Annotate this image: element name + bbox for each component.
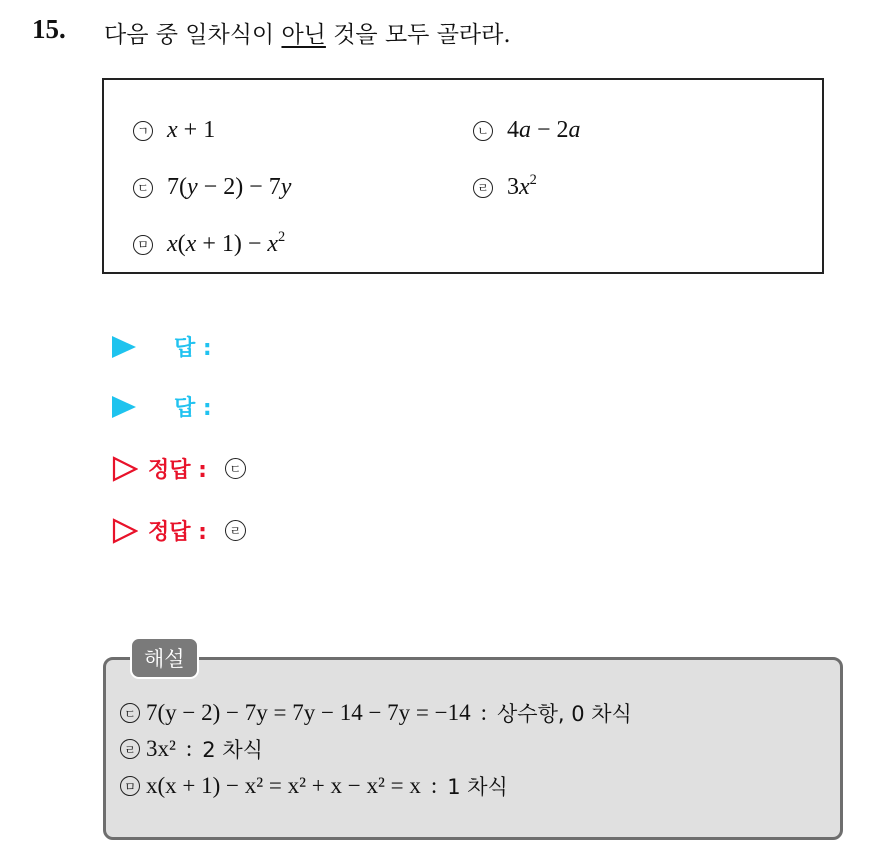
- solution-math-1: 7(y − 2) − 7y = 7y − 14 − 7y = −14: [146, 700, 471, 725]
- choice-expression-5: $x(x + 1) - x^2$: [167, 228, 286, 257]
- answer-label: 답 :: [174, 396, 212, 421]
- solution-note-3: 1 차식: [447, 775, 508, 799]
- choice-5: [133, 228, 286, 258]
- correct-answer-value: ㄷ: [225, 458, 246, 479]
- solution-colon: :: [185, 736, 193, 761]
- solution-note-2: 2 차식: [202, 738, 263, 762]
- triangle-filled-icon: [112, 396, 136, 418]
- answer-label: 답 :: [174, 336, 212, 361]
- question-text: [104, 16, 511, 49]
- solution-line-2: [120, 734, 263, 764]
- choice-mark-4: ㄹ: [473, 178, 493, 198]
- triangle-outline-icon: [112, 518, 138, 544]
- answer-line-1: [112, 331, 212, 362]
- choice-expression-2: 4a − 2a: [507, 117, 581, 143]
- solution-line-3: [120, 771, 508, 801]
- question-text-after: 것을 모두 골라라.: [325, 22, 511, 48]
- solution-colon: :: [480, 700, 488, 725]
- choice-expression-4: $3x^2$: [507, 171, 537, 200]
- solution-math-3: x(x + 1) − x² = x² + x − x² = x: [146, 773, 421, 798]
- choice-2: [473, 117, 581, 144]
- choice-1: [133, 117, 215, 144]
- choice-expression-1: x + 1: [167, 117, 216, 143]
- solution-mark-3: ㅁ: [120, 776, 140, 796]
- question-text-before: 다음 중 일차식이: [104, 22, 282, 48]
- triangle-outline-icon: [112, 456, 138, 482]
- correct-answer-label: 정답 :: [148, 458, 207, 483]
- question-number: 15.: [32, 14, 66, 44]
- choice-mark-5: ㅁ: [133, 235, 153, 255]
- correct-answer-label: 정답 :: [148, 520, 207, 545]
- choice-3: [133, 174, 291, 201]
- triangle-filled-icon: [112, 336, 136, 358]
- solution-math-2: 3x²: [146, 736, 176, 761]
- correct-answer-line-2: [112, 515, 246, 546]
- choice-mark-2: ㄴ: [473, 121, 493, 141]
- choice-mark-1: ㄱ: [133, 121, 153, 141]
- solution-mark-2: ㄹ: [120, 739, 140, 759]
- solution-colon: :: [430, 773, 438, 798]
- solution-mark-1: ㄷ: [120, 703, 140, 723]
- choice-mark-3: ㄷ: [133, 178, 153, 198]
- answer-line-2: [112, 391, 212, 422]
- question-underlined: 아닌: [281, 22, 326, 48]
- solution-tag: 해설: [130, 637, 199, 679]
- solution-note-1: 상수항, 0 차식: [497, 702, 632, 726]
- choice-expression-3: 7(y − 2) − 7y: [167, 174, 292, 200]
- correct-answer-line-1: [112, 453, 246, 484]
- choice-4: [473, 171, 537, 201]
- correct-answer-value: ㄹ: [225, 520, 246, 541]
- solution-line-1: [120, 698, 632, 728]
